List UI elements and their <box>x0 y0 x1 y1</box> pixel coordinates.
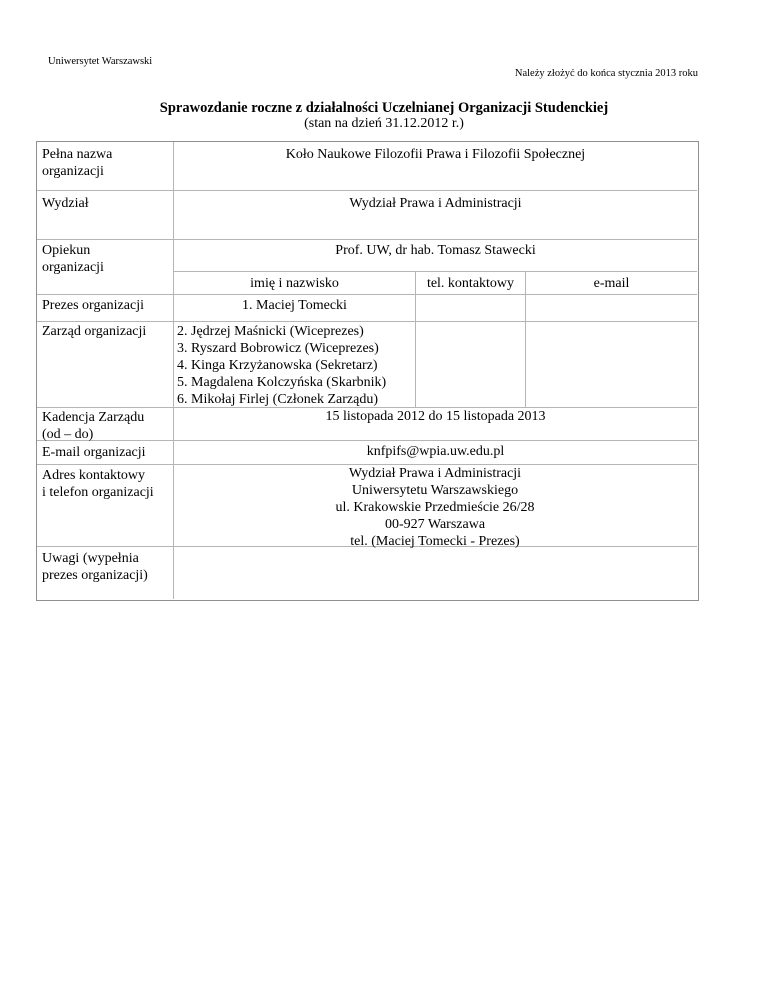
term-label: Kadencja Zarządu <box>42 410 145 425</box>
column-header-name: imię i nazwisko <box>250 276 339 291</box>
board-members-list <box>177 323 386 408</box>
full-name-label: Pełna nazwa <box>42 147 113 162</box>
row-divider <box>37 190 697 191</box>
row-divider <box>37 294 697 295</box>
university-name: Uniwersytet Warszawski <box>48 56 153 67</box>
address-line: ul. Krakowskie Przedmieście 26/28 <box>335 500 535 515</box>
supervisor-label-cont: organizacji <box>42 260 104 275</box>
term-label-cont: (od – do) <box>42 427 94 442</box>
full-name-label-cont: organizacji <box>42 164 104 179</box>
address-label-cont: i telefon organizacji <box>42 485 154 500</box>
president-label: Prezes organizacji <box>42 298 144 313</box>
address-value <box>180 465 690 550</box>
column-header-phone: tel. kontaktowy <box>426 276 515 291</box>
faculty-label: Wydział <box>42 196 89 211</box>
board-member: 2. Jędrzej Maśnicki (Wiceprezes) <box>177 324 364 339</box>
notes-label: Uwagi (wypełnia <box>42 551 139 566</box>
email-value: knfpifs@wpia.uw.edu.pl <box>366 444 505 459</box>
board-label: Zarząd organizacji <box>42 324 147 339</box>
board-member: 6. Mikołaj Firlej (Członek Zarządu) <box>177 392 378 407</box>
address-line: 00-927 Warszawa <box>384 517 486 532</box>
document-subtitle: (stan na dzień 31.12.2012 r.) <box>304 116 464 131</box>
board-member: 5. Magdalena Kolczyńska (Skarbnik) <box>177 375 387 390</box>
supervisor-value: Prof. UW, dr hab. Tomasz Stawecki <box>335 243 536 258</box>
board-member: 4. Kinga Krzyżanowska (Sekretarz) <box>177 358 378 373</box>
notes-label-cont: prezes organizacji) <box>42 568 148 583</box>
submission-deadline: Należy złożyć do końca stycznia 2013 roku <box>514 68 698 79</box>
document-title: Sprawozdanie roczne z działalności Uczelnianej Organizacji Studenckiej <box>159 100 609 116</box>
row-divider <box>37 321 697 322</box>
full-name-value: Koło Naukowe Filozofii Prawa i Filozofii Społecznej <box>285 147 586 162</box>
column-header-email: e-mail <box>593 276 630 291</box>
address-label: Adres kontaktowy <box>42 468 146 483</box>
row-divider <box>37 239 697 240</box>
faculty-value: Wydział Prawa i Administracji <box>349 196 522 211</box>
row-divider <box>37 440 697 441</box>
supervisor-label: Opiekun <box>42 243 91 258</box>
row-divider <box>174 271 697 272</box>
term-value: 15 listopada 2012 do 15 listopada 2013 <box>325 409 546 424</box>
address-line: Uniwersytetu Warszawskiego <box>351 483 519 498</box>
address-line: Wydział Prawa i Administracji <box>348 466 522 481</box>
address-line: tel. (Maciej Tomecki - Prezes) <box>350 534 520 549</box>
email-label: E-mail organizacji <box>42 445 146 460</box>
president-value: 1. Maciej Tomecki <box>242 298 347 313</box>
board-member: 3. Ryszard Bobrowicz (Wiceprezes) <box>177 341 379 356</box>
